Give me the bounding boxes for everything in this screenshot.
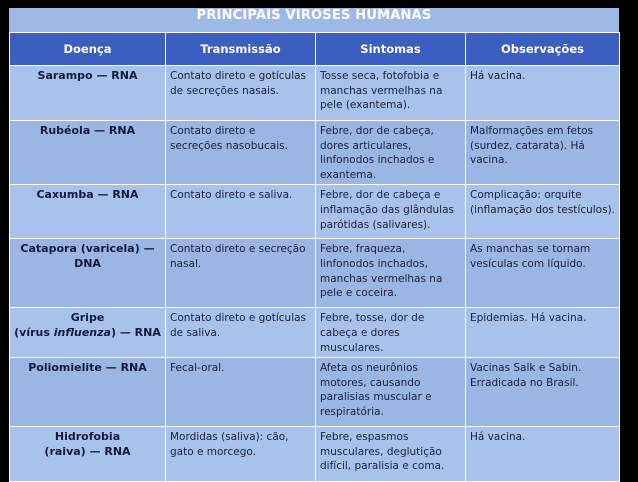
notes-cell: Malformações em fetos (surdez, catarata). Há vacina. (466, 121, 620, 185)
table-row (10, 358, 620, 427)
notes-cell: Epidemias. Há vacina. (466, 308, 620, 358)
disease-cell: Hidrofobia (raiva) — RNA (10, 427, 166, 482)
disease-name: Poliomielite (28, 361, 102, 375)
disease-name: Caxumba (36, 188, 94, 202)
disease-genome: RNA (112, 188, 139, 202)
notes-cell: Complicação: orquite (inflamação dos testículos). (466, 185, 620, 239)
disease-name: Rubéola (39, 124, 91, 137)
disease-name: Hidrofobia (54, 430, 121, 444)
symptoms-cell: Febre, dor de cabeça, dores articulares, linfonodos inchados e exantema. (316, 121, 466, 185)
disease-subtitle: (vírus (14, 325, 54, 339)
disease-name: Gripe (70, 311, 105, 325)
disease-subtitle-suffix: ) (110, 325, 116, 339)
symptoms-cell: Febre, espasmos musculares, deglutição difícil, paralisia e coma. (316, 427, 466, 482)
disease-cell: Catapora (varicela) — DNA (10, 239, 166, 308)
disease-cell: Rubéola — RNA (10, 121, 166, 185)
transmission-cell: Contato direto e gotículas de saliva. (166, 308, 316, 358)
notes-cell: Há vacina. (466, 66, 620, 121)
table-row (10, 66, 620, 121)
disease-cell: Poliomielite — RNA (10, 358, 166, 427)
disease-genome: RNA (108, 124, 136, 137)
viroses-table (9, 32, 620, 482)
table-header-row (10, 33, 620, 66)
symptoms-cell: Tosse seca, fotofobia e manchas vermelhas na pele (exantema). (316, 66, 466, 121)
disease-name: Sarampo (37, 69, 93, 82)
notes-cell: As manchas se tornam vesículas com líquido. (466, 239, 620, 308)
transmission-cell: Fecal-oral. (166, 358, 316, 427)
disease-cell: Caxumba — RNA (10, 185, 166, 239)
disease-genome: RNA (111, 69, 138, 82)
table-row (10, 308, 620, 358)
disease-genome: RNA (134, 325, 161, 339)
disease-cell: Gripe (vírus influenza) — RNA (10, 308, 166, 358)
header-sintomas: Sintomas (316, 33, 466, 66)
notes-cell: Há vacina. (466, 427, 620, 482)
header-doenca: Doença (10, 33, 166, 66)
notes-cell: Vacinas Salk e Sabin. Erradicada no Brasil. (466, 358, 620, 427)
symptoms-cell: Febre, dor de cabeça e inflamação das glândulas parótidas (salivares). (316, 185, 466, 239)
disease-genome: RNA (120, 361, 147, 375)
table-row (10, 427, 620, 482)
table-row (10, 121, 620, 185)
header-transmissao: Transmissão (166, 33, 316, 66)
symptoms-cell: Afeta os neurônios motores, causando paralisias muscular e respiratória. (316, 358, 466, 427)
transmission-cell: Contato direto e secreções nasobucais. (166, 121, 316, 185)
disease-name: Catapora (varicela) (20, 242, 140, 256)
disease-cell: Sarampo — RNA (10, 66, 166, 121)
symptoms-cell: Febre, tosse, dor de cabeça e dores musculares. (316, 308, 466, 358)
transmission-cell: Contato direto e saliva. (166, 185, 316, 239)
disease-genome: DNA (74, 256, 101, 270)
transmission-cell: Contato direto e secreção nasal. (166, 239, 316, 308)
transmission-cell: Mordidas (saliva): cão, gato e morcego. (166, 427, 316, 482)
page-title: PRINCIPAIS VIROSES HUMANAS (196, 7, 432, 23)
table-row (10, 239, 620, 308)
table-row (10, 185, 620, 239)
disease-subtitle-italic: influenza (53, 325, 111, 339)
transmission-cell: Contato direto e gotículas de secreções nasais. (166, 66, 316, 121)
header-observacoes: Observações (466, 33, 620, 66)
symptoms-cell: Febre, fraqueza, linfonodos inchados, manchas vermelhas na pele e coceira. (316, 239, 466, 308)
disease-genome: RNA (104, 444, 131, 458)
disease-subtitle: (raiva) (44, 444, 86, 458)
